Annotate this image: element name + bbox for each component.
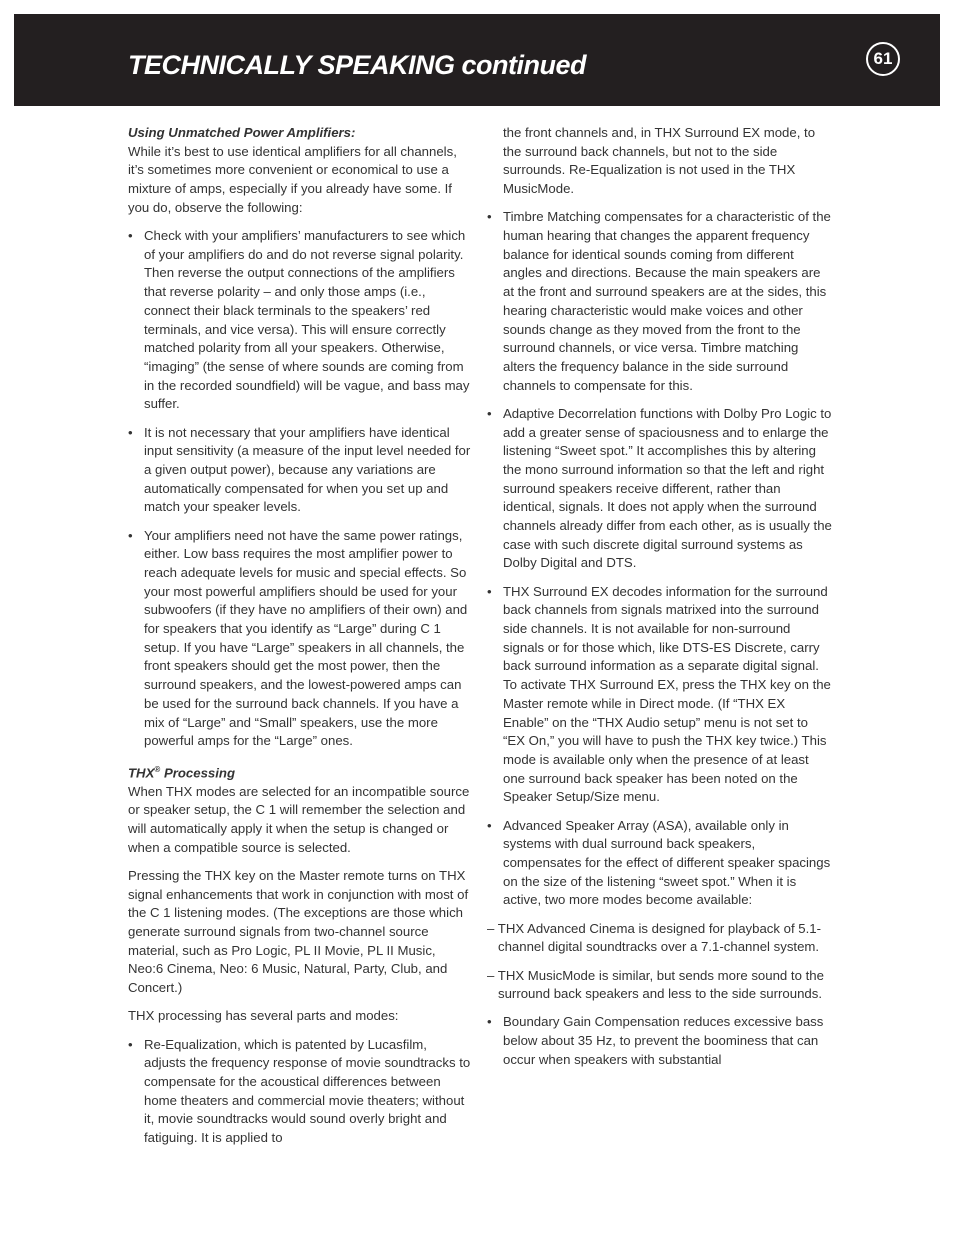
paragraph-unmatched-intro: While it’s best to use identical amplifiers for all channels, it’s sometimes more convenient or economical to use a mixture of amps, especially if you already have some. If you do, observe the following: xyxy=(128,143,457,215)
thx-heading-word: THX xyxy=(128,764,155,780)
list-item-adaptive-decorrelation: • Adaptive Decorrelation functions with Dolby Pro Logic to add a greater sense of spaciousness and to enlarge the listening “Sweet spot.” It accomplishes this by altering the mono surround information so that the left and right surround speakers receive different, rather than identical, signals. It does not apply when the surround channels already differ from each other, as is usually the case with such discrete digital surround systems as Dolby Digital and DTS. xyxy=(487,405,832,573)
page-header xyxy=(14,14,940,106)
list-item-timbre-matching: • Timbre Matching compensates for a characteristic of the human hearing that changes the apparent frequency balance for identical sounds coming from different angles and directions. Because the main speakers are at the front and surround speakers are at the sides, this hearing characteristic would make voices and other sounds change as they moved from the front to the surround channels, or vice versa. Timbre matching alters the frequency balance in the side surround channels to compensate for this. xyxy=(487,208,832,395)
right-column xyxy=(487,124,832,1079)
left-column xyxy=(128,124,472,1157)
paragraph-thx-incompatible: When THX modes are selected for an incompatible source or speaker setup, the C 1 will remember the selection and will automatically apply it when the setup is changed or when a compatible source is selected. xyxy=(128,783,470,855)
registered-mark: ® xyxy=(154,764,161,774)
thx-parts-list xyxy=(128,1036,472,1148)
section-heading-thx-processing xyxy=(128,761,472,783)
list-item-re-equalization: • Re-Equalization, which is patented by Lucasfilm, adjusts the frequency response of movie soundtracks to compensate for the acoustical differences between home theaters and commercial movie theaters; without it, movie soundtracks would sound overly bright and fatiguing. It is applied to xyxy=(128,1036,472,1148)
list-item-advanced-speaker-array: • Advanced Speaker Array (ASA), available only in systems with dual surround back speakers, compensates for the effect of different speaker spacings on the size of the listening “sweet spot.” When it is active, two more modes become available: xyxy=(487,817,832,911)
thx-parts-list-final xyxy=(487,1013,832,1069)
thx-heading-rest: Processing xyxy=(160,764,236,780)
thx-parts-list-continued xyxy=(487,208,832,910)
paragraph-thx-key: Pressing the THX key on the Master remote turns on THX signal enhancements that work in conjunction with most of the C 1 listening modes. (The exceptions are those which generate surround signals from two-channel source material, such as Pro Logic, PL II Movie, PL II Music, Neo:6 Cinema, Neo: 6 Music, Natural, Party, Club, and Concert.) xyxy=(128,867,469,996)
list-item-polarity: • Check with your amplifiers’ manufacturers to see which of your amplifiers do and do not reverse signal polarity. Then reverse the output connections of the amplifiers that reverse polarity – and only those amps (i.e., connect their black terminals to the speakers’ red terminals, and vice versa). This will ensure correctly matched polarity from all your speakers. Otherwise, “imaging” (the sense of where sounds are coming from in the recorded soundfield) will be vague, and bass may suffer. xyxy=(128,227,472,414)
page-number-badge: 61 xyxy=(866,42,900,76)
unmatched-amplifiers-list xyxy=(128,227,472,751)
page-title: TECHNICALLY SPEAKING continued xyxy=(128,50,587,80)
list-item-boundary-gain-compensation: • Boundary Gain Compensation reduces excessive bass below about 35 Hz, to prevent the boominess that can occur when speakers with substantial xyxy=(487,1013,832,1069)
list-item-input-sensitivity: • It is not necessary that your amplifiers have identical input sensitivity (a measure of the input level needed for a given output power), because any variations are automatically compensated for when you set up and match your speaker levels. xyxy=(128,424,472,518)
paragraph-thx-parts: THX processing has several parts and modes: xyxy=(128,1008,399,1024)
list-item-power-ratings: • Your amplifiers need not have the same power ratings, either. Low bass requires the most amplifier power to reach adequate levels for music and special effects. So your most powerful amplifiers should be used for your subwoofers (if they have no amplifiers of their own) and for speakers that you identify as “Large” during C 1 setup. If you have “Large” speakers in all channels, the front speakers should get the most power, then the surround speakers, and the lowest-powered amps can be used for the surround back channels. If you have a mix of “Large” and “Small” speakers, use the more powerful amps for the “Large” ones. xyxy=(128,527,472,751)
list-item-thx-surround-ex: • THX Surround EX decodes information for the surround back channels from signals matrixed into the surround side channels. It is not available for non-surround signals or for those which, like DTS-ES Discrete, carry back surround information as a separate digital signal. To activate THX Surround EX, press the THX key on the Master remote while in Direct mode. (If “THX EX Enable” on the “THX Audio setup” menu is not set to “EX On,” you will have to push the THX key twice.) This mode is available only when the presence of at least one surround back speaker has been noted on the Speaker Setup/Size menu. xyxy=(487,583,832,807)
section-heading-unmatched-amplifiers: Using Unmatched Power Amplifiers: xyxy=(128,125,356,140)
sub-item-advanced-cinema: – THX Advanced Cinema is designed for playback of 5.1-channel digital soundtracks over a 7.1-channel system. xyxy=(487,920,822,955)
re-equalization-continued: the front channels and, in THX Surround EX mode, to the surround back channels, but not to the side surrounds. Re-Equalization is not used in the THX MusicMode. xyxy=(503,125,816,197)
sub-item-musicmode: – THX MusicMode is similar, but sends more sound to the surround back speakers and less to the side surrounds. xyxy=(487,967,824,1002)
